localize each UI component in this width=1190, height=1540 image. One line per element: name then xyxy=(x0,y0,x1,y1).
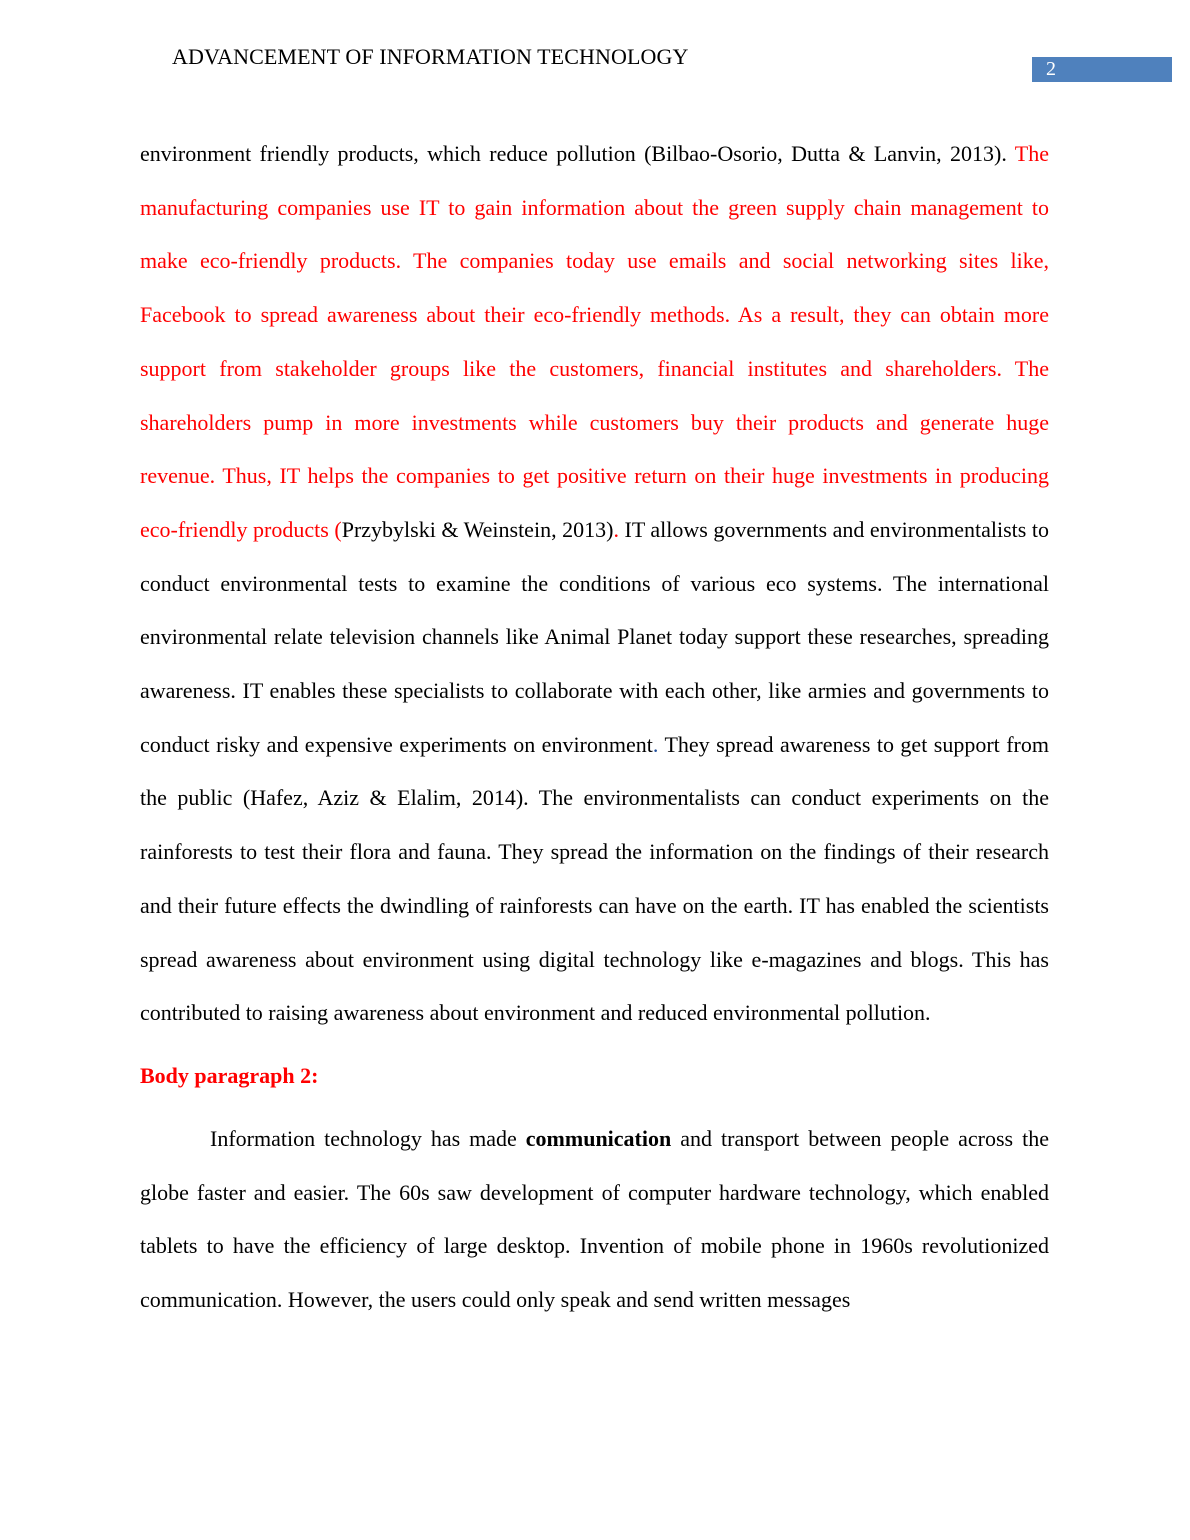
page-number: 2 xyxy=(1032,57,1172,82)
citation: Przybylski & Weinstein, 2013) xyxy=(341,516,614,542)
highlighted-period: . xyxy=(613,516,619,542)
paragraph-2-text: and transport between people across the globe faster and easier. The 60s saw development of computer hardware technology, which enabled tablets to have the efficiency of large desktop. Invention of mobile phone in 1960s revolutionized communication. However, the users could only speak and send written messages xyxy=(140,1125,1049,1313)
body-paragraph-1 xyxy=(140,127,1049,1040)
paragraph-2-text: Information technology has made xyxy=(210,1125,526,1151)
paragraph-1-text: They spread awareness to get support from the public (Hafez, Aziz & Elalim, 2014). The environmentalists can conduct experiments on the rainforests to test their flora and fauna. They spread the information on the findings of their research and their future effects the dwindling of rainforests can have on the earth. IT has enabled the scientists spread awareness about environment using digital technology like e-magazines and blogs. This has contributed to raising awareness about environment and reduced environmental pollution. xyxy=(140,731,1049,1026)
highlighted-text: The manufacturing companies use IT to gain information about the green supply chain management to make eco-friendly products. The companies today use emails and social networking sites like, Facebook to spread awareness about their eco-friendly methods. As a result, they can obtain more support from stakeholder groups like the customers, financial institutes and shareholders. The shareholders pump in more investments while customers buy their products and generate huge revenue. Thus, IT helps the companies to get positive return on their huge investments in producing eco-friendly products ( xyxy=(140,141,1049,542)
running-head: ADVANCEMENT OF INFORMATION TECHNOLOGY xyxy=(172,44,689,69)
section-heading: Body paragraph 2: xyxy=(140,1062,319,1088)
body-paragraph-2 xyxy=(140,1112,1049,1327)
paragraph-1-text: IT allows governments and environmentalists to conduct environmental tests to examine the conditions of various eco systems. The international environmental relate television channels like Animal Planet today support these researches, spreading awareness. IT enables these specialists to collaborate with each other, like armies and governments to conduct risky and expensive experiments on environment xyxy=(140,516,1050,757)
blue-period: . xyxy=(652,731,659,757)
bold-term: communication xyxy=(525,1125,672,1151)
document-body xyxy=(140,127,1049,1327)
paragraph-1-text: environment friendly products, which reduce pollution (Bilbao-Osorio, Dutta & Lanvin, 2013). xyxy=(140,141,1007,166)
